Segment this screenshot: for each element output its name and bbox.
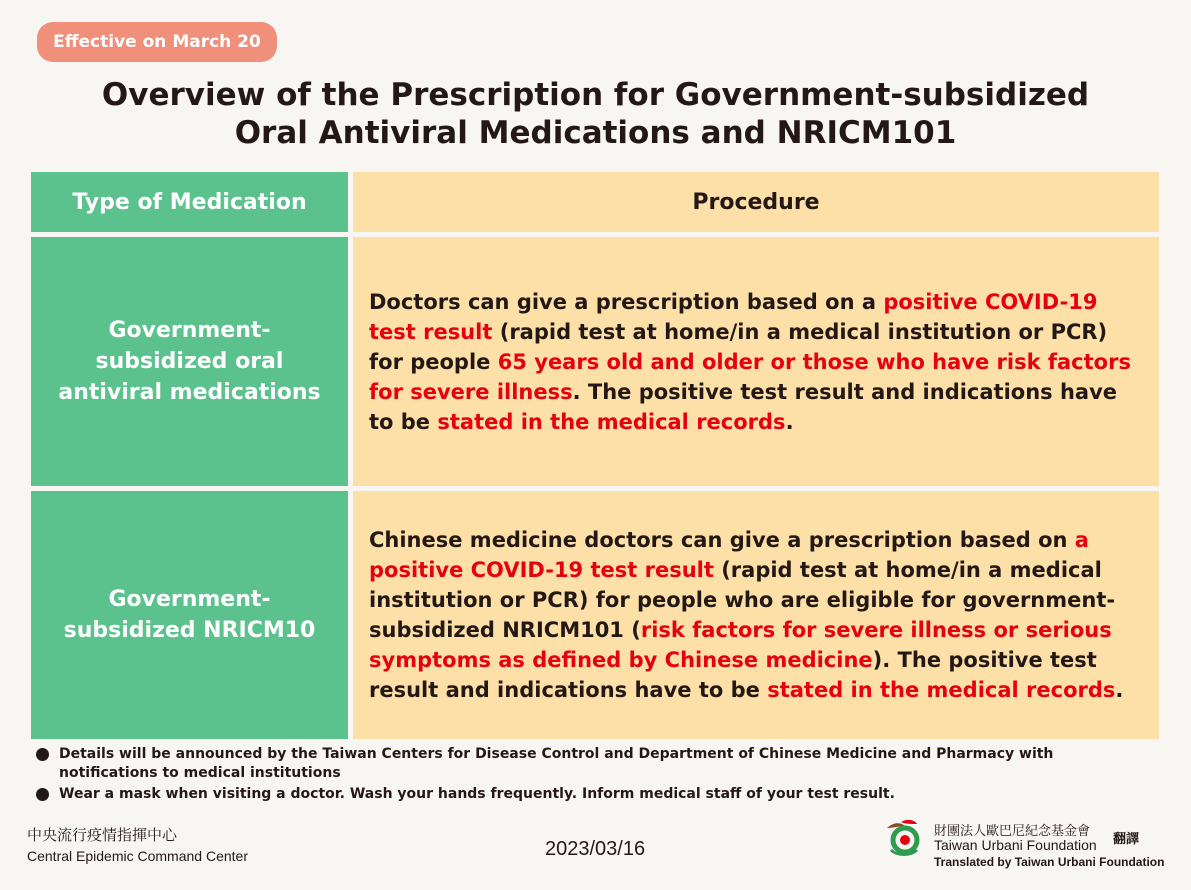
tuf-name-en: Taiwan Urbani Foundation	[934, 837, 1097, 853]
notes-list	[36, 745, 1146, 806]
translated-by: Translated by Taiwan Urbani Foundation	[934, 855, 1165, 869]
row2-highlight-2: risk factors for severe illness or serious symptoms as defined by Chinese medicine	[369, 618, 1112, 672]
note-text-1: Details will be announced by the Taiwan Centers for Disease Control and Department of Chinese Medicine and Pharmacy with notifications to medical institutions	[59, 746, 1054, 781]
row2-type-line-2: subsidized NRICM10	[63, 618, 316, 643]
header-procedure: Procedure	[353, 172, 1159, 232]
row2-text-1: Chinese medicine doctors can give a prescription based on	[369, 528, 1075, 552]
translate-label-zh: 翻譯	[1113, 832, 1140, 847]
taiwan-urbani-foundation-logo-icon	[881, 816, 927, 856]
tuf-name-zh: 財團法人歐巴尼紀念基金會	[934, 824, 1091, 839]
row1-highlight-3: stated in the medical records	[437, 409, 786, 434]
row1-highlight-2: 65 years old and older or those who have risk factors for severe illness	[369, 349, 1131, 404]
row2-text-2: (rapid test at home/in a medical institution or PCR) for people who are eligible for government-subsidized NRICM101 (	[369, 558, 1116, 642]
bullet-icon	[36, 748, 49, 761]
title-line-1: Overview of the Prescription for Government-subsidized	[101, 77, 1090, 113]
note-text-2: Wear a mask when visiting a doctor. Wash your hands frequently. Inform medical staff of your test result.	[59, 786, 895, 802]
row1-type-line-3: antiviral medications	[58, 380, 321, 405]
row2-highlight-1: a positive COVID-19 test result	[369, 528, 1089, 582]
row1-text-4: .	[785, 409, 794, 434]
publish-date: 2023/03/16	[545, 838, 646, 860]
row1-procedure	[353, 237, 1159, 486]
effective-date-badge: Effective on March 20	[37, 22, 277, 62]
row1-type-line-2: subsidized oral	[95, 349, 284, 374]
row2-procedure	[353, 491, 1159, 739]
row1-text-3: . The positive test result and indications have to be	[369, 379, 1118, 434]
row1-text-1: Doctors can give a prescription based on a	[369, 289, 884, 314]
page-title	[0, 76, 1191, 152]
row2-medication-type	[31, 491, 348, 739]
note-item	[36, 745, 1146, 783]
row1-text-2: (rapid test at home/in a medical institution or PCR) for people	[369, 319, 1108, 374]
row2-highlight-3: stated in the medical records	[767, 678, 1116, 702]
row2-type-line-1: Government-	[108, 587, 271, 612]
title-line-2: Oral Antiviral Medications and NRICM101	[234, 115, 957, 151]
row2-text-3: ). The positive test result and indications have to be	[369, 648, 1097, 702]
row2-text-4: .	[1115, 678, 1124, 702]
bullet-icon	[36, 788, 49, 801]
cecc-name-en: Central Epidemic Command Center	[27, 848, 248, 864]
row1-highlight-1: positive COVID-19 test result	[369, 289, 1098, 344]
cecc-name-zh: 中央流行疫情指揮中心	[27, 826, 178, 844]
note-item	[36, 785, 1146, 804]
header-type-of-medication: Type of Medication	[31, 172, 348, 232]
row1-medication-type	[31, 237, 348, 486]
row1-type-line-1: Government-	[108, 318, 271, 343]
